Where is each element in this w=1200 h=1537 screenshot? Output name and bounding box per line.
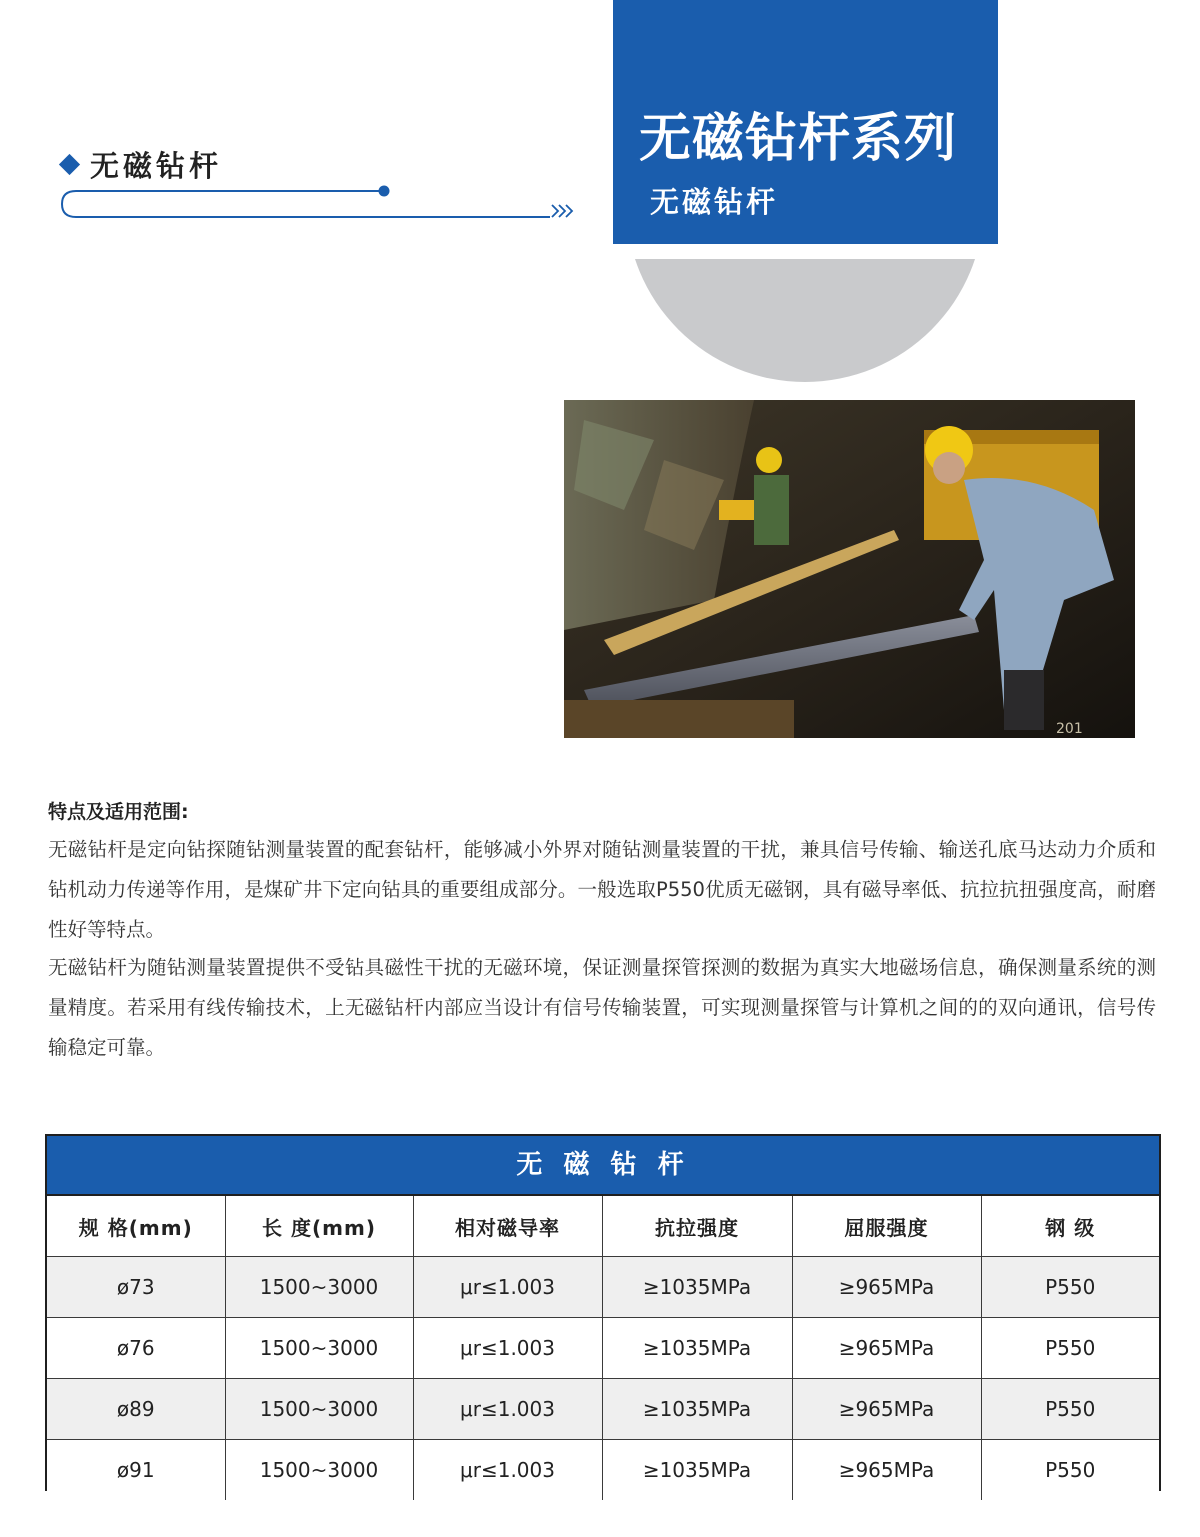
spec-table-grid (47, 1196, 1159, 1500)
table-cell: ≥965MPa (792, 1318, 981, 1379)
column-header-length: 长 度(mm) (225, 1196, 413, 1257)
spec-table-caption: 无 磁 钻 杆 (47, 1136, 1159, 1196)
table-cell: μr≤1.003 (413, 1379, 602, 1440)
table-row (47, 1257, 1159, 1318)
grey-semicircle-decoration (626, 259, 984, 382)
table-cell: ≥965MPa (792, 1379, 981, 1440)
table-row (47, 1379, 1159, 1440)
table-cell: ≥1035MPa (602, 1440, 792, 1501)
table-row (47, 1318, 1159, 1379)
series-title: 无磁钻杆系列 (639, 109, 958, 169)
decorative-arrow-line (58, 180, 578, 220)
series-title-box (613, 0, 998, 244)
diamond-bullet-icon (59, 154, 80, 175)
mine-drilling-photo (564, 400, 1135, 738)
table-row (47, 1440, 1159, 1501)
table-cell: μr≤1.003 (413, 1257, 602, 1318)
table-cell: P550 (981, 1379, 1159, 1440)
table-cell: ø76 (47, 1318, 225, 1379)
table-cell: ≥965MPa (792, 1257, 981, 1318)
column-header-yield-strength: 屈服强度 (792, 1196, 981, 1257)
table-cell: P550 (981, 1440, 1159, 1501)
table-cell: μr≤1.003 (413, 1318, 602, 1379)
column-header-size: 规 格(mm) (47, 1196, 225, 1257)
table-cell: ≥1035MPa (602, 1379, 792, 1440)
table-cell: ø91 (47, 1440, 225, 1501)
column-header-steel-grade: 钢 级 (981, 1196, 1159, 1257)
table-cell: 1500~3000 (225, 1440, 413, 1501)
table-cell: ≥1035MPa (602, 1318, 792, 1379)
table-cell: P550 (981, 1318, 1159, 1379)
table-cell: μr≤1.003 (413, 1440, 602, 1501)
features-title: 特点及适用范围: (48, 801, 189, 823)
table-cell: 1500~3000 (225, 1379, 413, 1440)
svg-text:201: 201 (1056, 721, 1083, 737)
table-cell: P550 (981, 1257, 1159, 1318)
table-cell: ≥965MPa (792, 1440, 981, 1501)
features-paragraph-1: 无磁钻杆是定向钻探随钻测量装置的配套钻杆，能够减小外界对随钻测量装置的干扰，兼具信号传输、输送孔底马达动力介质和钻机动力传递等作用，是煤矿井下定向钻具的重要组成部分。一般选取P550优质无磁钢，具有磁导率低、抗拉抗扭强度高，耐磨性好等特点。 (48, 838, 1156, 941)
spec-table (45, 1134, 1161, 1491)
table-header-row (47, 1196, 1159, 1257)
features-paragraph-2: 无磁钻杆为随钻测量装置提供不受钻具磁性干扰的无磁环境，保证测量探管探测的数据为真实大地磁场信息，确保测量系统的测量精度。若采用有线传输技术，上无磁钻杆内部应当设计有信号传输装置，可实现测量探管与计算机之间的的双向通讯，信号传输稳定可靠。 (48, 956, 1156, 1059)
column-header-tensile-strength: 抗拉强度 (602, 1196, 792, 1257)
table-cell: ≥1035MPa (602, 1257, 792, 1318)
table-cell: ø89 (47, 1379, 225, 1440)
section-header (58, 140, 578, 230)
section-title: 无磁钻杆 (90, 149, 223, 183)
series-subtitle: 无磁钻杆 (650, 185, 779, 219)
table-cell: 1500~3000 (225, 1257, 413, 1318)
column-header-permeability: 相对磁导率 (413, 1196, 602, 1257)
table-cell: ø73 (47, 1257, 225, 1318)
table-cell: 1500~3000 (225, 1318, 413, 1379)
